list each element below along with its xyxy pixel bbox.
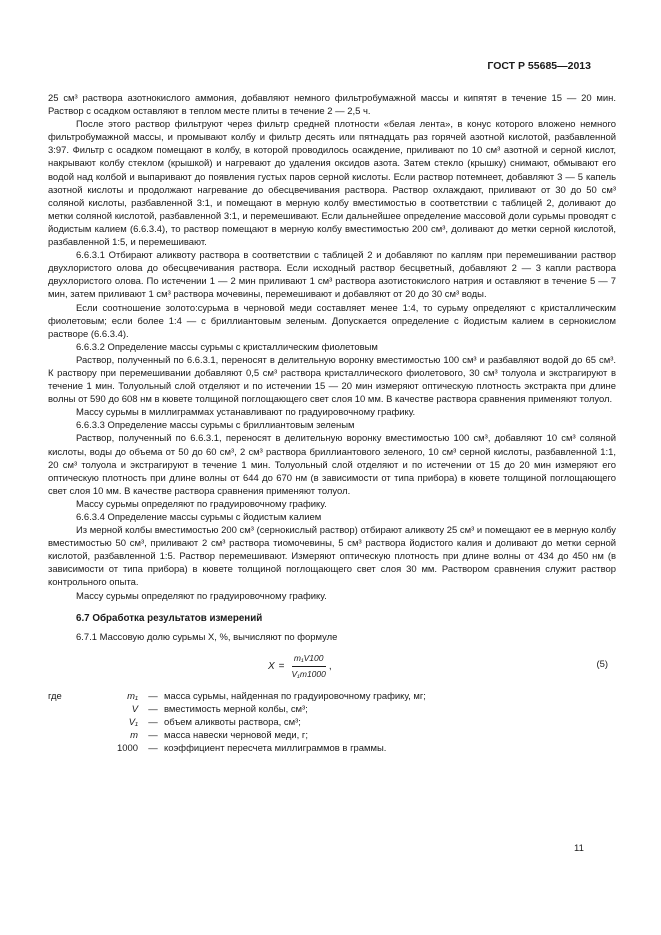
paragraph-ratio: Если соотношение золото:сурьма в черновой меди составляет менее 1:4, то сурьму определяют с кристаллическим фиолетовым; если более 1:4 — с бриллиантовым зеленым. Допускается определение с йодистым калием в сернокислом растворе (6.6.3.4). [48,302,616,340]
formula-block [48,648,616,684]
document-body [48,92,616,755]
paragraph-6634-mass: Массу сурьмы определяют по градуировочному графику. [76,590,327,602]
paragraph-6633: Раствор, полученный по 6.6.3.1, переносят в делительную воронку вместимостью 100 см³, добавляют 10 см³ соляной кислоты, воды до объема от 50 до 60 см³, 2 см³ раствора бриллиантового зеленого, 10 см³ серной кислоты, разбавленной 1:1, 20 см³ толуола и экстрагируют в течение 1 мин. Толуольный слой отделяют и по истечении от 15 до 20 мин измеряют его оптическую плотность при длине волны от 644 до 670 нм (в зависимости от типа прибора) в кювете толщиной поглощающего свет слоя 10 мм. В качестве раствора сравнения применяют толуол. [48,433,616,497]
paragraph-6634: Из мерной колбы вместимостью 200 см³ (сернокислый раствор) отбирают аликвоту 25 см³ и помещают ее в мерную колбу вместимостью 50 см³, приливают 2 см³ раствора тиомочевины, 5 см³ раствора йодистого калия и доливают до метки серной кислотой, разбавленной 1:5. Раствор перемешивают. Измеряют оптическую плотность при длине волны от 434 до 450 нм (в зависимости от типа прибора) в кювете толщиной поглощающего свет слоя 30 мм. Раствором сравнения служит раствор контрольного опыта. [48,525,616,589]
formula-numerator: m₁V100 [292,652,326,667]
subclause-6633-title: 6.6.3.3 Определение массы сурьмы с бриллиантовым зеленым [76,420,355,432]
formula-fraction [292,652,326,681]
where-dash: — [148,717,158,729]
document-code: ГОСТ Р 55685—2013 [487,60,591,72]
where-definition: коэффициент пересчета миллиграммов в граммы. [164,743,387,755]
where-row [48,703,616,716]
paragraph-1: 25 см³ раствора азотнокислого аммония, добавляют немного фильтробумажной массы и кипятят в течение 15 — 20 мин. Раствор с осадком оставляют в теплом месте плиты в течение 2 — 2,5 ч. [48,93,616,118]
where-symbol: V₁ [128,717,138,729]
subclause-6632-title: 6.6.3.2 Определение массы сурьмы с кристаллическим фиолетовым [76,341,378,353]
formula-denominator: V₁m1000 [291,668,326,679]
where-label: где [48,690,62,702]
where-dash: — [148,703,158,715]
where-dash: — [148,743,158,755]
where-list [48,690,616,755]
paragraph-6632: Раствор, полученный по 6.6.3.1, переносят в делительную воронку вместимостью 100 см³ и разбавляют водой до 65 см³. К раствору при перемешивании добавляют 0,5 см³ раствора кристаллического фиолетового, 30 см³ толуола и экстрагируют в течение 1 мин. Толуольный слой отделяют и по истечении 15 — 20 мин измеряют оптическую плотность экстракта при длине волны от 590 до 608 нм в кювете толщиной поглощающего свет слоя 10 мм. В качестве раствора сравнения применяют толуол. [48,354,616,406]
where-row [48,742,616,755]
where-dash: — [148,690,158,702]
where-symbol: V [131,703,138,715]
where-symbol: 1000 [117,743,138,755]
formula [268,652,332,681]
where-row [48,729,616,742]
formula-intro: 6.7.1 Массовую долю сурьмы X, %, вычисляют по формуле [76,631,338,643]
where-symbol: m [130,730,138,742]
where-definition: масса сурьмы, найденная по градуировочному графику, мг; [164,690,426,702]
where-definition: вместимость мерной колбы, см³; [164,703,308,715]
paragraph-2: После этого раствор фильтруют через фильтр средней плотности «белая лента», в конус которого вложено немного фильтробумажной массы, и промывают колбу и фильтр десять или пятнадцать раз горячей азотной кислотой, разбавленной 3:97. Фильтр с осадком помещают в колбу, в которой проводилось осаждение, приливают по 10 см³ азотной и серной кислот, накрывают колбу стеклом (крышкой) и нагревают до удаления оксидов азота. Затем стекло (крышку) снимают, обмывают его водой над колбой и выпаривают до появления густых паров серной кислоты. Если раствор потемнеет, добавляют 3 — 5 капель азотной кислоты и продолжают нагревание до обесцвечивания раствора. Раствор охлаждают, приливают от 30 до 50 см³ соляной кислоты, разбавленной 3:1, и помещают в мерную колбу вместимостью в соответствии с таблицей 2, доливают до метки соляной кислотой, разбавленной 3:1, и перемешивают. Если дальнейшее определение массовой доли сурьмы проводят с йодистым калием (6.6.3.4), то раствор помещают в мерную колбу вместимостью 200 см³, доливают до метки серной кислотой, разбавленной 1:5, и перемешивают. [48,119,616,249]
where-row [48,690,616,703]
section-title: 6.7 Обработка результатов измерений [76,612,263,624]
where-row [48,716,616,729]
page-number: 11 [574,843,584,854]
paragraph-6632-mass: Массу сурьмы в миллиграммах устанавливают по градуировочному графику. [76,407,416,419]
subclause-6634-title: 6.6.3.4 Определение массы сурьмы с йодистым калием [76,512,322,523]
where-dash: — [148,730,158,742]
formula-lhs: X [268,660,275,672]
where-definition: масса навески черновой меди, г; [164,730,308,742]
formula-equals: = [278,660,285,672]
where-definition: объем аликвоты раствора, см³; [164,717,301,729]
where-symbol: m₁ [127,690,138,702]
formula-comma: , [328,660,332,672]
paragraph-6633-mass: Массу сурьмы определяют по градуировочному графику. [76,498,327,510]
paragraph-6631: 6.6.3.1 Отбирают аликвоту раствора в соответствии с таблицей 2 и добавляют по каплям при перемешивании раствор двухлористого олова до обесцвечивания раствора. Если исходный раствор бесцветный, добавляют 2 — 3 капли раствора двухлористого олова. По истечении 1 — 2 мин приливают 1 см³ раствора азотистокислого натрия и оставляют в течение 5 — 7 мин, затем приливают 1 см³ раствора мочевины, перемешивают и добавляют от 20 до 30 см³ воды. [48,250,616,301]
formula-number: (5) [596,658,608,670]
